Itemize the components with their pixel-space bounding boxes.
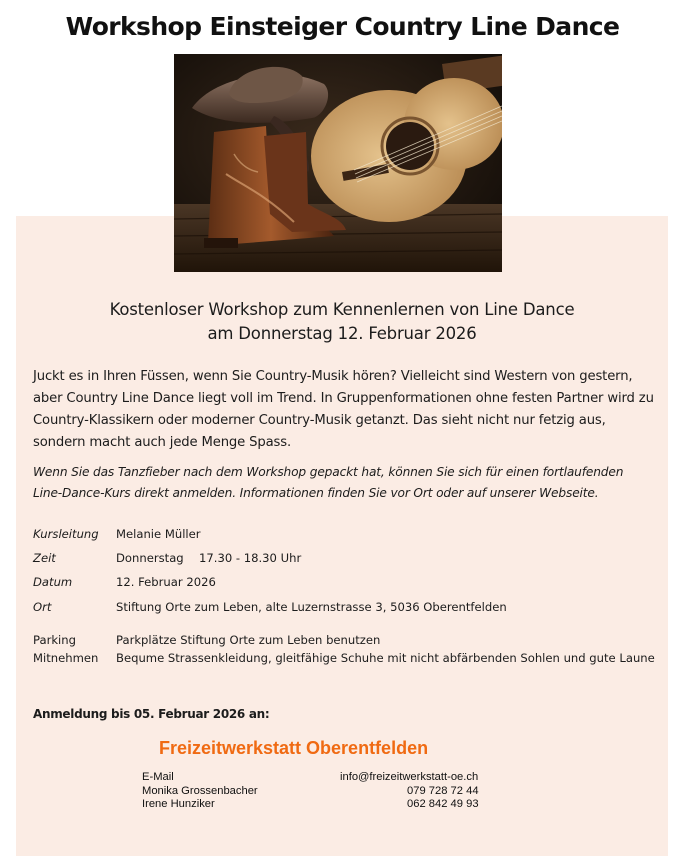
contact-name: Monika Grossenbacher bbox=[142, 785, 258, 797]
detail-value: Melanie Müller bbox=[116, 527, 201, 541]
contact-name: Irene Hunziker bbox=[142, 798, 215, 810]
detail-value: Parkplätze Stiftung Orte zum Leben benutzen bbox=[116, 633, 381, 647]
detail-label: Mitnehmen bbox=[33, 651, 99, 665]
contact-email-label: E-Mail bbox=[142, 771, 174, 783]
registration-deadline: Anmeldung bis 05. Februar 2026 an: bbox=[33, 707, 270, 721]
page-title: Workshop Einsteiger Country Line Dance bbox=[65, 12, 620, 41]
detail-label: Kursleitung bbox=[33, 527, 99, 541]
detail-value: Stiftung Orte zum Leben, alte Luzernstrasse 3, 5036 Oberentfelden bbox=[116, 600, 507, 614]
detail-label: Ort bbox=[33, 600, 52, 614]
detail-label: Datum bbox=[33, 575, 73, 589]
detail-label: Zeit bbox=[33, 551, 56, 565]
intro-paragraph: Juckt es in Ihren Füssen, wenn Sie Country-Musik hören? Vielleicht sind Western von gestern, aber Country Line Dance liegt voll im Trend. In Gruppenformationen ohne festen Partner wird zu Country-Klassikern oder moderner Country-Musik getanzt. Das sieht nicht nur fetzig aus, sondern macht auch jede Menge Spass. bbox=[33, 369, 654, 450]
subheading-line-2: am Donnerstag 12. Februar 2026 bbox=[207, 324, 477, 343]
detail-value: Donnerstag bbox=[116, 551, 184, 565]
organization-name: Freizeitwerkstatt Oberentfelden bbox=[159, 738, 429, 758]
cowboy-boots-hat-guitar-photo bbox=[174, 54, 502, 272]
detail-label: Parking bbox=[33, 633, 76, 647]
detail-value: Bequme Strassenkleidung, gleitfähige Schuhe mit nicht abfärbenden Sohlen und gute Laune bbox=[116, 651, 655, 665]
contact-phone: 062 842 49 93 bbox=[407, 798, 479, 810]
detail-value: 12. Februar 2026 bbox=[116, 575, 216, 589]
contact-email-link[interactable]: info@freizeitwerkstatt-oe.ch bbox=[340, 771, 479, 783]
subheading-line-1: Kostenloser Workshop zum Kennenlernen von Line Dance bbox=[109, 300, 575, 319]
detail-time: 17.30 - 18.30 Uhr bbox=[199, 551, 302, 565]
note-paragraph: Wenn Sie das Tanzfieber nach dem Workshop gepackt hat, können Sie sich für einen fortlaufenden Line-Dance-Kurs direkt anmelden. Informationen finden Sie vor Ort oder auf unserer Webseite. bbox=[33, 465, 624, 500]
contact-phone: 079 728 72 44 bbox=[407, 785, 479, 797]
